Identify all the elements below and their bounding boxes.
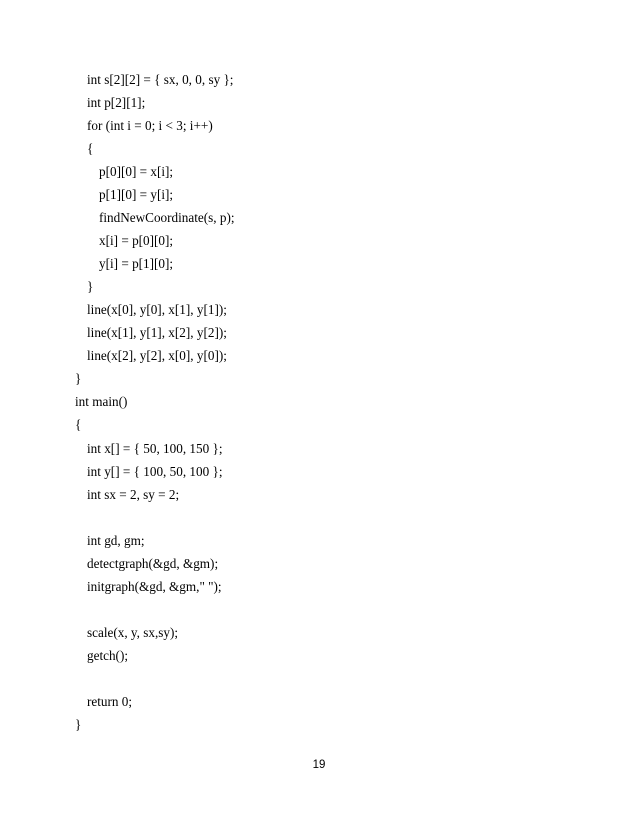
code-line: int main() xyxy=(75,394,128,409)
code-line: y[i] = p[1][0]; xyxy=(99,256,174,271)
code-line: int x[] = { 50, 100, 150 }; xyxy=(87,441,223,456)
code-line: int gd, gm; xyxy=(87,533,145,548)
code-line: line(x[2], y[2], x[0], y[0]); xyxy=(87,348,227,363)
code-line: detectgraph(&gd, &gm); xyxy=(87,556,219,571)
code-line: } xyxy=(75,371,82,386)
code-line: { xyxy=(87,141,94,156)
code-line: line(x[0], y[0], x[1], y[1]); xyxy=(87,302,227,317)
code-line: line(x[1], y[1], x[2], y[2]); xyxy=(87,325,227,340)
code-line: scale(x, y, sx,sy); xyxy=(87,625,179,640)
code-line: int s[2][2] = { sx, 0, 0, sy }; xyxy=(87,72,234,87)
code-line: x[i] = p[0][0]; xyxy=(99,233,174,248)
code-line: } xyxy=(75,717,82,732)
code-line: initgraph(&gd, &gm," "); xyxy=(87,579,222,594)
code-line: return 0; xyxy=(87,694,133,709)
code-line: int y[] = { 100, 50, 100 }; xyxy=(87,464,223,479)
code-line: findNewCoordinate(s, p); xyxy=(99,210,235,225)
code-line: for (int i = 0; i < 3; i++) xyxy=(87,118,213,133)
code-line: p[0][0] = x[i]; xyxy=(99,164,174,179)
code-line: int p[2][1]; xyxy=(87,95,146,110)
code-line: getch(); xyxy=(87,648,129,663)
code-line: } xyxy=(87,279,94,294)
code-line: { xyxy=(75,417,82,432)
code-line: int sx = 2, sy = 2; xyxy=(87,487,180,502)
code-line: p[1][0] = y[i]; xyxy=(99,187,174,202)
page-number: 19 xyxy=(312,759,326,771)
